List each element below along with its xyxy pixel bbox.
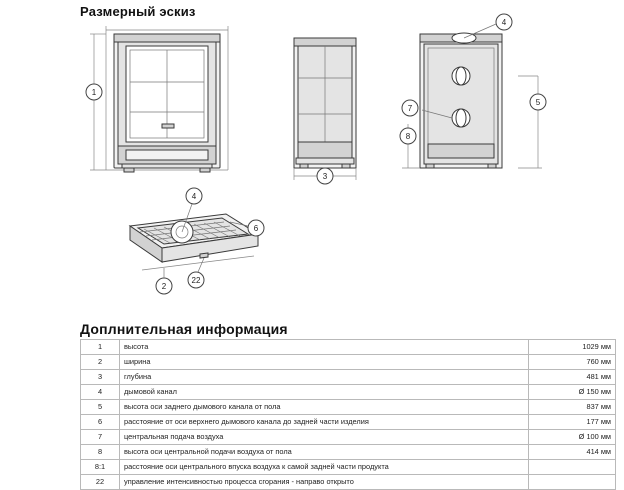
row-num: 1 [81, 340, 120, 355]
table-row [81, 460, 616, 475]
table-row [81, 400, 616, 415]
row-desc: глубина [120, 370, 529, 385]
table-row [81, 340, 616, 355]
front-view-svg [78, 20, 238, 180]
table-row [81, 370, 616, 385]
callout-22: 22 [191, 276, 201, 285]
callout-3: 3 [322, 172, 328, 181]
row-desc: ширина [120, 355, 529, 370]
table-row [81, 355, 616, 370]
row-value: 481 мм [529, 370, 616, 385]
drawing-side-view [276, 20, 386, 185]
page-title-info: Доплнительная информация [80, 321, 288, 337]
row-value: 837 мм [529, 400, 616, 415]
callout-4-top: 4 [191, 192, 197, 201]
row-desc: высота оси заднего дымового канала от пола [120, 400, 529, 415]
table-row [81, 475, 616, 490]
row-desc: расстояние оси центрального впуска воздуха к самой задней части продукта [120, 460, 529, 475]
drawing-front-view [78, 20, 238, 180]
row-desc: управление интенсивностью процесса сгорания - направо открыто [120, 475, 529, 490]
callout-4-back: 4 [501, 18, 507, 27]
row-value: Ø 150 мм [529, 385, 616, 400]
row-desc: высота оси центральной подачи воздуха от пола [120, 445, 529, 460]
row-num: 8 [81, 445, 120, 460]
callout-1: 1 [91, 88, 97, 97]
row-desc: центральная подача воздуха [120, 430, 529, 445]
top-view-svg [108, 186, 278, 306]
row-value: 1029 мм [529, 340, 616, 355]
row-desc: высота [120, 340, 529, 355]
back-view-svg [392, 14, 562, 182]
row-num: 2 [81, 355, 120, 370]
callout-6: 6 [253, 224, 259, 233]
row-num: 22 [81, 475, 120, 490]
row-num: 7 [81, 430, 120, 445]
specs-table [80, 339, 616, 490]
drawing-back-view [392, 14, 562, 182]
row-value: 177 мм [529, 415, 616, 430]
drawing-top-view [108, 186, 278, 306]
callout-7: 7 [407, 104, 413, 113]
row-value [529, 475, 616, 490]
row-value: Ø 100 мм [529, 430, 616, 445]
row-num: 6 [81, 415, 120, 430]
row-value: 760 мм [529, 355, 616, 370]
row-num: 5 [81, 400, 120, 415]
specs-table-body [81, 340, 616, 490]
table-row [81, 385, 616, 400]
row-value: 414 мм [529, 445, 616, 460]
callout-8: 8 [405, 132, 411, 141]
side-view-svg [276, 20, 386, 185]
row-num: 3 [81, 370, 120, 385]
row-num: 4 [81, 385, 120, 400]
row-num: 8:1 [81, 460, 120, 475]
table-row [81, 415, 616, 430]
table-row [81, 445, 616, 460]
table-row [81, 430, 616, 445]
page-title-sketch: Размерный эскиз [80, 4, 196, 19]
row-desc: расстояние от оси верхнего дымового канала до задней части изделия [120, 415, 529, 430]
callout-2: 2 [161, 282, 167, 291]
row-desc: дымовой канал [120, 385, 529, 400]
row-value [529, 460, 616, 475]
callout-5: 5 [535, 98, 541, 107]
